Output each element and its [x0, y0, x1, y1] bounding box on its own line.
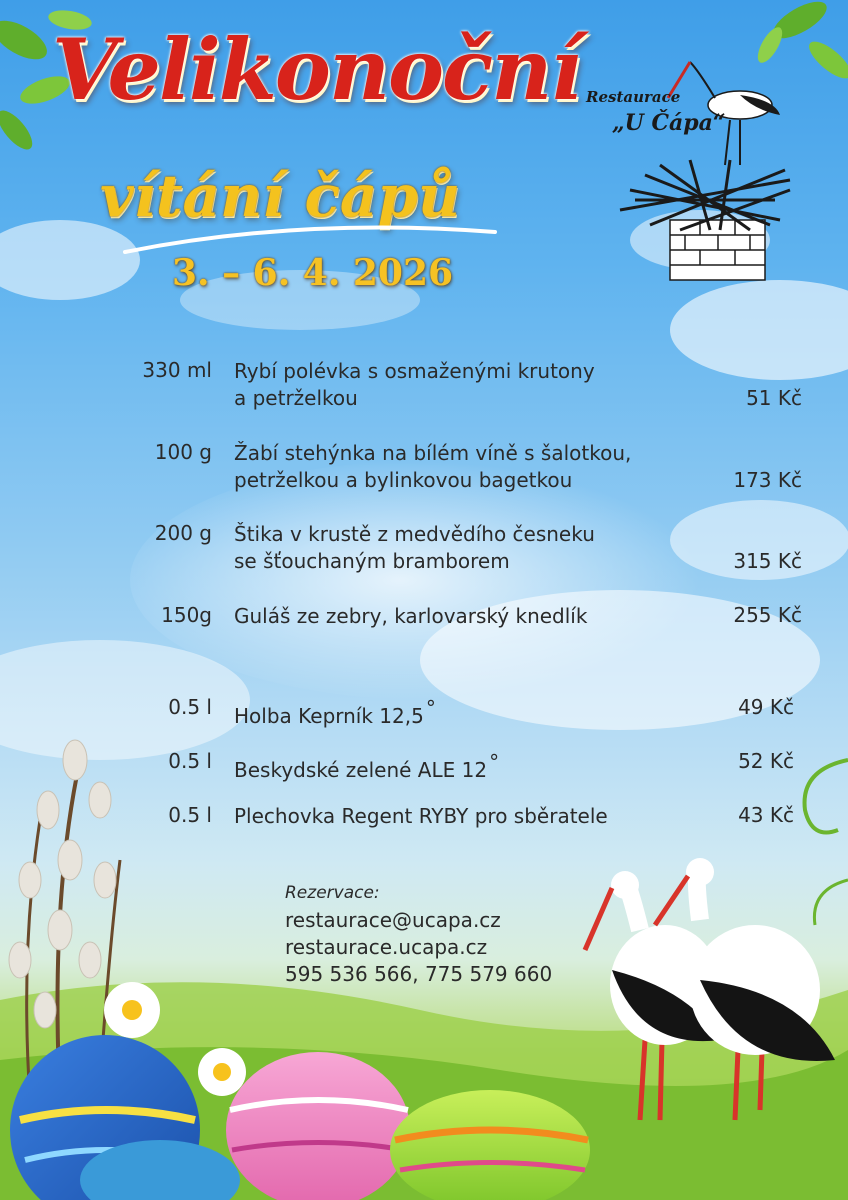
stork-on-nest-icon: [590, 50, 800, 290]
drink-item-quantity: 0.5 l: [168, 695, 212, 719]
drink-item-label: Holba Keprník 12,5: [234, 704, 424, 728]
menu-item-quantity: 330 ml: [142, 358, 212, 382]
menu-item-quantity: 150g: [161, 603, 212, 627]
menu-item-name: [234, 521, 595, 575]
drink-item-name: [234, 803, 608, 830]
menu-item-quantity: 200 g: [154, 521, 212, 545]
menu-item-price: 51 Kč: [746, 386, 802, 410]
poster-title: Velikonoční: [52, 20, 581, 119]
drink-item-price: 49 Kč: [738, 695, 794, 719]
drink-item-quantity: 0.5 l: [168, 803, 212, 827]
drink-item-label: Plechovka Regent RYBY pro sběratele: [234, 804, 608, 828]
drink-item-price: 52 Kč: [738, 749, 794, 773]
menu-item-quantity: 100 g: [154, 440, 212, 464]
menu-item-price: 255 Kč: [733, 603, 802, 627]
degree-mark: °: [425, 696, 436, 720]
menu-item-price: 173 Kč: [733, 468, 802, 492]
degree-mark: °: [489, 750, 500, 774]
menu-item-line: Žabí stehýnka na bílém víně s šalotkou,: [234, 441, 632, 465]
menu-item-line: Guláš ze zebry, karlovarský knedlík: [234, 604, 588, 628]
drink-item-label: Beskydské zelené ALE 12: [234, 758, 488, 782]
drink-item-name: [234, 695, 436, 730]
menu-item-name: [234, 358, 595, 412]
menu-item-line: a petrželkou: [234, 386, 358, 410]
drink-item-name: [234, 749, 499, 784]
poster-subtitle: vítání čápů: [100, 162, 461, 230]
menu-item-line: Rybí polévka s osmaženými krutony: [234, 359, 595, 383]
menu-item-line: se šťouchaným bramborem: [234, 549, 510, 573]
reservation-contact: [285, 880, 552, 988]
menu-item-name: [234, 603, 587, 630]
menu-item-price: 315 Kč: [733, 549, 802, 573]
logo-restaurant-name: „U Čápa“: [612, 110, 726, 136]
drink-item-quantity: 0.5 l: [168, 749, 212, 773]
menu-item-line: petrželkou a bylinkovou bagetkou: [234, 468, 573, 492]
contact-email: restaurace@ucapa.cz: [285, 908, 501, 932]
logo-restaurant-label: Restaurace: [586, 88, 681, 106]
contact-website: restaurace.ucapa.cz: [285, 935, 488, 959]
menu-item-line: Štika v krustě z medvědího česneku: [234, 522, 595, 546]
reservation-label: Rezervace:: [285, 883, 380, 903]
menu-item-name: [234, 440, 631, 494]
contact-phones: 595 536 566, 775 579 660: [285, 962, 553, 986]
drink-item-price: 43 Kč: [738, 803, 794, 827]
event-date: 3. – 6. 4. 2026: [172, 252, 454, 294]
